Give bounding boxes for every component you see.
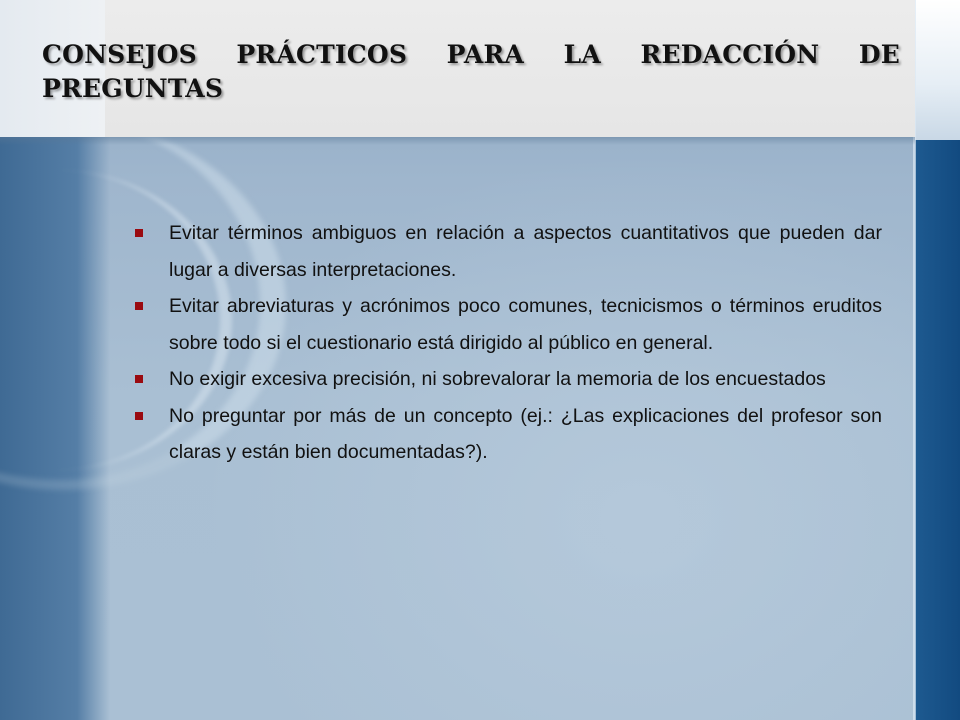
bullet-text: Evitar términos ambiguos en relación a aspectos cuantitativos que pueden dar lugar a diversas interpretaciones. [169, 222, 882, 281]
right-band-top-highlight [915, 0, 960, 140]
slide-title-line-2: PREGUNTAS [42, 74, 224, 103]
bullet-item [130, 398, 882, 471]
square-bullet-icon [135, 302, 143, 310]
bullet-item [130, 288, 882, 361]
bullet-text: No preguntar por más de un concepto (ej.: ¿Las explicaciones del profesor son claras y están bien documentadas?). [169, 404, 882, 463]
bullet-item [130, 361, 882, 398]
bullet-item [130, 215, 882, 288]
bullet-list [130, 215, 882, 471]
square-bullet-icon [135, 412, 143, 420]
bullet-text: Evitar abreviaturas y acrónimos poco comunes, tecnicismos o términos eruditos sobre todo si el cuestionario está dirigido al público en general. [169, 295, 882, 354]
slide-title-line-1: CONSEJOS PRÁCTICOS PARA LA REDACCIÓN DE [42, 40, 900, 69]
title-header-shadow [0, 137, 915, 145]
slide-title [42, 38, 900, 106]
bullet-text: No exigir excesiva precisión, ni sobrevalorar la memoria de los encuestados [169, 368, 826, 390]
square-bullet-icon [135, 375, 143, 383]
square-bullet-icon [135, 229, 143, 237]
